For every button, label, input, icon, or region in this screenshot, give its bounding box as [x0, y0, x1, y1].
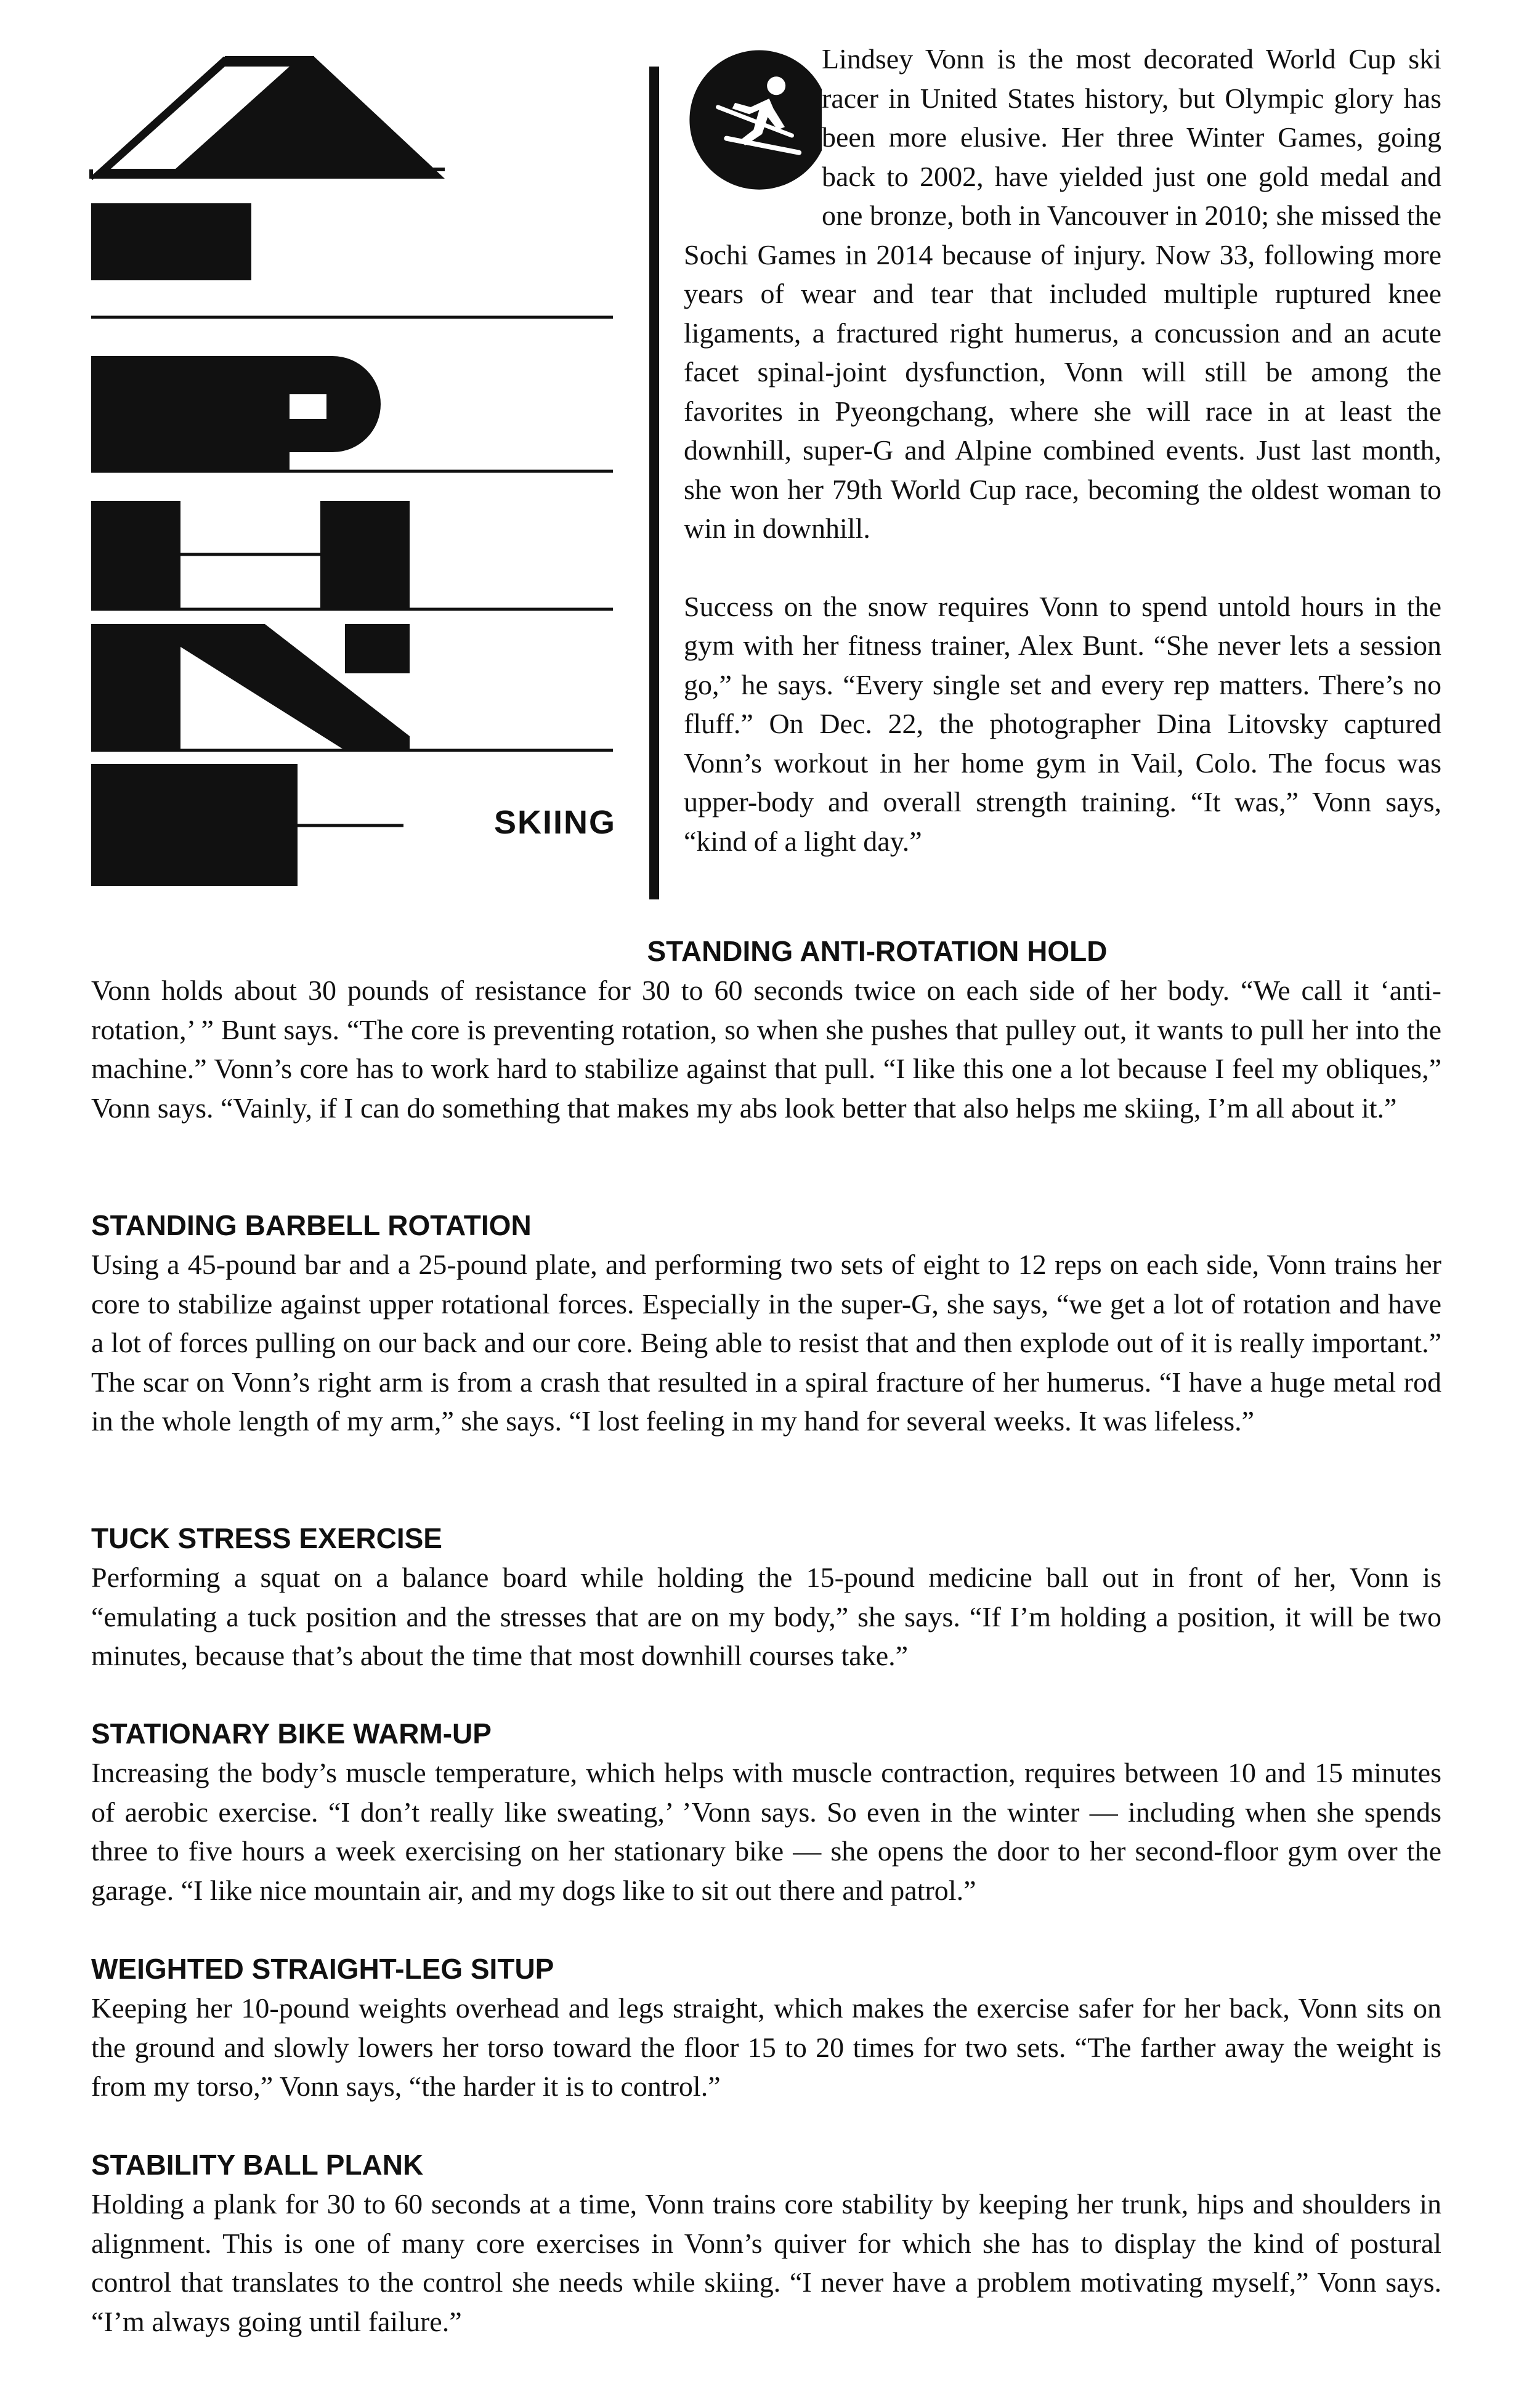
section-barbell-rotation — [91, 1206, 1441, 1441]
section-heading: STABILITY BALL PLANK — [91, 2149, 424, 2181]
logo-letter-n — [91, 624, 613, 750]
section-body: Vonn holds about 30 pounds of resistance for 30 to 60 seconds twice on each side of her body. “We call it ‘anti-rotation,’ ” Bunt says. “The core is preventing rotation, so when she pushes that pulley out, it wants to pull her into the machine.” Vonn’s core has to work hard to stabilize against that pull. “I like this one a lot because I feel my obliques,” Vonn says. “Vainly, if I can do something that makes my abs look better that also helps me skiing, I’m all about it.” — [91, 975, 1441, 1124]
section-heading: STATIONARY BIKE WARM-UP — [91, 1718, 492, 1750]
intro-paragraph-1: Lindsey Vonn is the most decorated World Cup ski racer in United States history, but Olympic glory has been more elusive. Her three Winter Games, going back to 2002, have yielded just one gold medal and one bronze, both in Vancouver in 2010; she missed the Sochi Games in 2014 because of injury. Now 33, following more years of wear and tear that included multiple ruptured knee ligaments, a fractured right humerus, a concussion and an acute facet spinal-joint dysfunction, Vonn will still be among the favorites in Pyeongchang, where she will race in at least the downhill, super-G and Alpine combined events. Just last month, she won her 79th World Cup race, becoming the oldest woman to win in downhill. — [684, 43, 1441, 544]
logo-letter-i — [91, 501, 613, 609]
section-heading: TUCK STRESS EXERCISE — [91, 1522, 442, 1554]
alpine-logo — [0, 0, 622, 899]
intro-text — [684, 39, 1441, 861]
section-anti-rotation — [91, 931, 1441, 1127]
section-label: SKIING — [493, 804, 616, 841]
section-body: Holding a plank for 30 to 60 seconds at a time, Vonn trains core stability by keeping her trunk, hips and shoulders in alignment. This is one of many core exercises in Vonn’s quiver for which she has to display the kind of postural control that translates to the control she needs while skiing. “I never have a problem motivating myself,” Vonn says. “I’m always going until failure.” — [91, 2188, 1441, 2337]
section-body: Performing a squat on a balance board while holding the 15-pound medicine ball out in front of her, Vonn is “emulating a tuck position and the stresses that are on my body,” she says. “If I’m holding a position, it will be two minutes, because that’s about the time that most downhill courses take.” — [91, 1562, 1441, 1671]
section-body: Increasing the body’s muscle temperature, which helps with muscle contraction, requires between 10 and 15 minutes of aerobic exercise. “I don’t really like sweating,’ ’Vonn says. So even in the winter — including when she spends three to five hours a week exercising on her stationary bike — she opens the door to her second-floor gym over the garage. “I like nice mountain air, and my dogs like to sit out there and patrol.” — [91, 1757, 1441, 1906]
section-stability-ball-plank — [91, 2145, 1441, 2341]
section-body: Keeping her 10-pound weights overhead and legs straight, which makes the exercise safer for her back, Vonn sits on the ground and slowly lowers her torso toward the floor 15 to 20 times for two sets. “The farther away the weight is from my torso,” Vonn says, “the harder it is to control.” — [91, 1992, 1441, 2102]
logo-letter-e — [91, 764, 403, 886]
logo-letter-p — [91, 356, 613, 471]
section-heading: WEIGHTED STRAIGHT-LEG SITUP — [91, 1953, 554, 1985]
section-body: Using a 45-pound bar and a 25-pound plate, and performing two sets of eight to 12 reps on each side, Vonn trains her core to stabilize against upper rotational forces. Especially in the super-G, she says, “we get a lot of rotation and have a lot of forces pulling on our back and our core. Being able to resist that and then explode out of it is really important.” The scar on Vonn’s right arm is from a crash that resulted in a spiral fracture of her humerus. “I have a huge metal rod in the whole length of my arm,” she says. “I lost feeling in my hand for several weeks. It was lifeless.” — [91, 1249, 1441, 1437]
vertical-divider — [649, 67, 659, 899]
section-straight-leg-situp — [91, 1949, 1441, 2106]
skier-icon — [674, 37, 822, 197]
intro-paragraph-2: Success on the snow requires Vonn to spend untold hours in the gym with her fitness trainer, Alex Bunt. “She never lets a session go,” he says. “Every single set and every rep matters. There’s no fluff.” On Dec. 22, the photographer Dina Litovsky captured Vonn’s workout in her home gym in Vail, Colo. The focus was upper-body and overall strength training. “It was,” Vonn says, “kind of a light day.” — [684, 590, 1441, 857]
logo-letter-l — [91, 203, 251, 280]
section-tuck-stress — [91, 1519, 1441, 1676]
section-heading: STANDING BARBELL ROTATION — [91, 1209, 532, 1241]
section-bike-warmup — [91, 1714, 1441, 1910]
section-heading: STANDING ANTI-ROTATION HOLD — [647, 935, 1108, 967]
